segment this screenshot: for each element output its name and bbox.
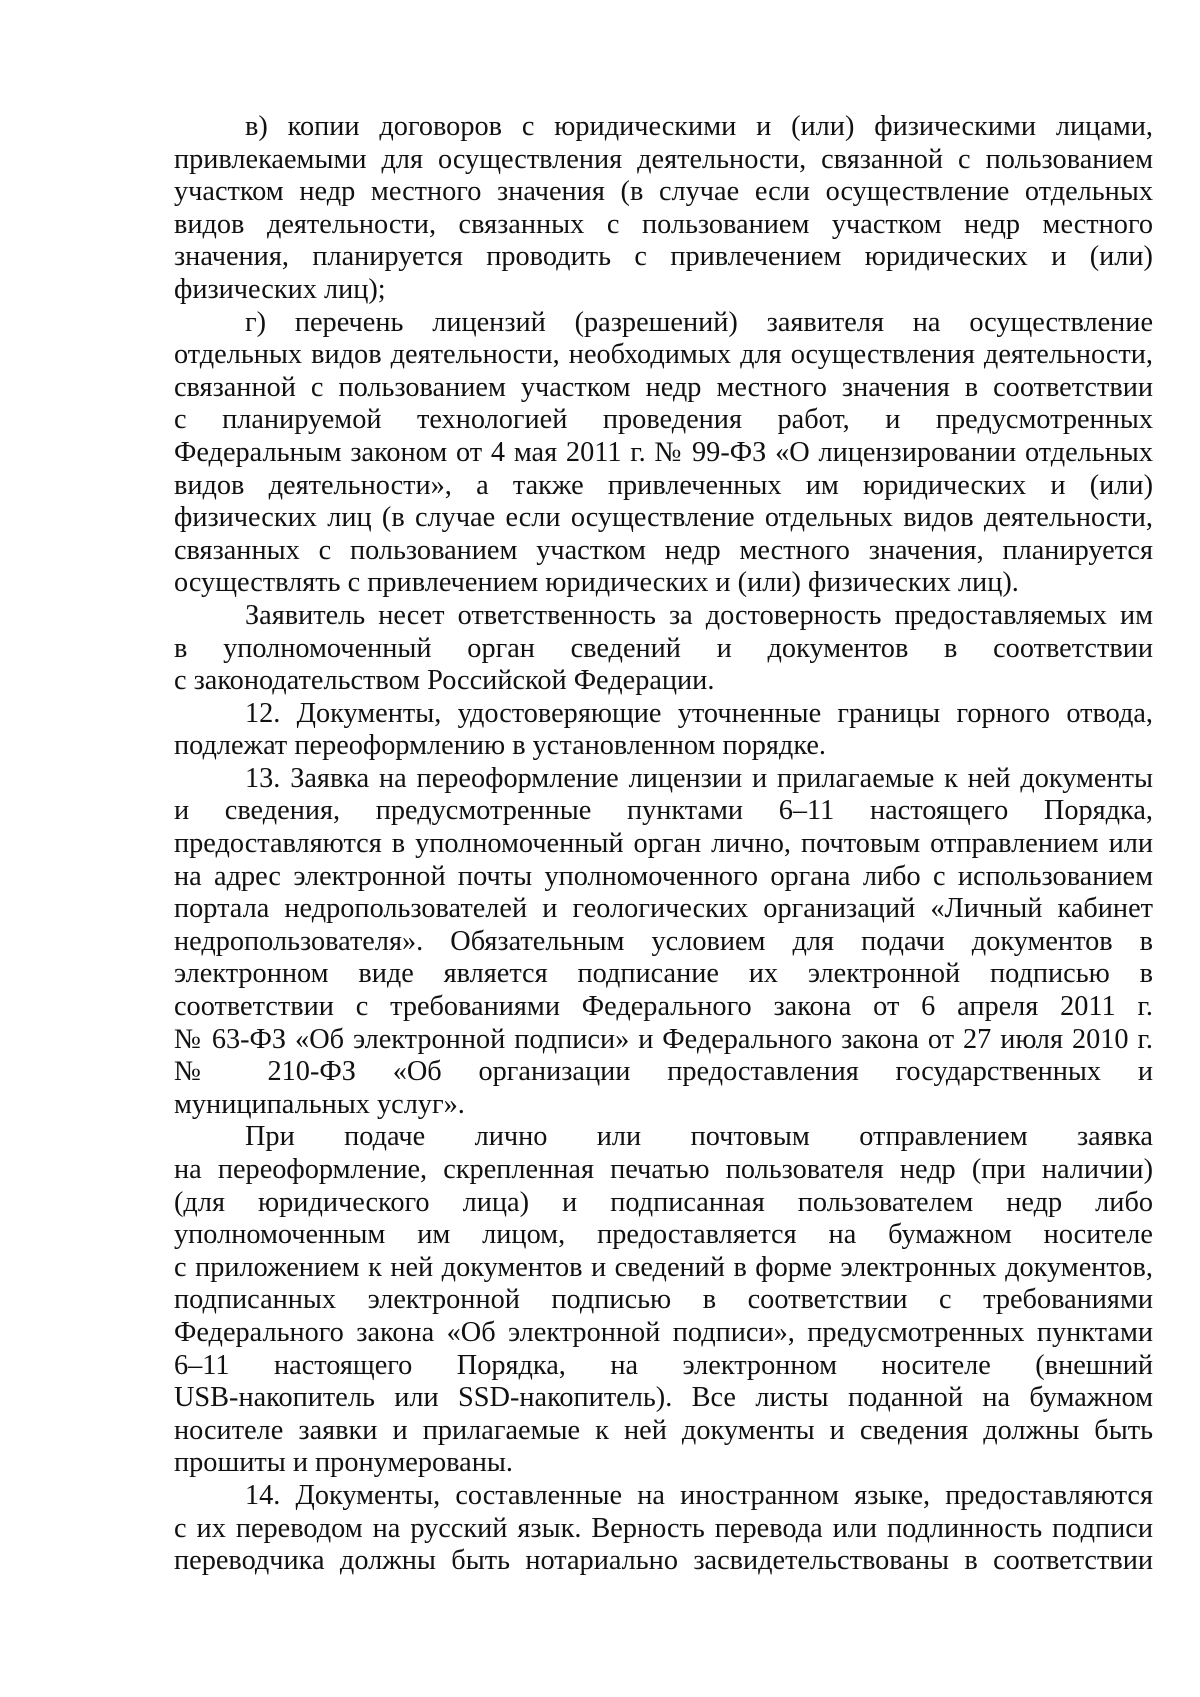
text-line: видов деятельности, связанных с пользованием участком недр местного <box>174 208 1153 240</box>
text-line: № 63-ФЗ «Об электронной подписи» и Федерального закона от 27 июля 2010 г. <box>174 1023 1153 1055</box>
text-line: г) перечень лицензий (разрешений) заявителя на осуществление <box>245 306 1153 338</box>
text-line: на адрес электронной почты уполномоченного органа либо с использованием <box>174 860 1153 892</box>
text-line: с их переводом на русский язык. Верность перевода или подлинность подписи <box>174 1512 1153 1544</box>
text-line: отдельных видов деятельности, необходимых для осуществления деятельности, <box>174 339 1153 371</box>
text-line: электронном виде является подписание их электронной подписью в <box>174 958 1153 990</box>
text-line: подписанных электронной подписью в соответствии с требованиями <box>174 1284 1153 1316</box>
text-line: недропользователя». Обязательным условием для подачи документов в <box>174 925 1153 957</box>
text-line: Заявитель несет ответственность за достоверность предоставляемых им <box>245 599 1153 631</box>
text-line: 14. Документы, составленные на иностранном языке, предоставляются <box>245 1479 1153 1511</box>
paragraph-14 <box>174 1480 1153 1578</box>
text-line: 13. Заявка на переоформление лицензии и прилагаемые к ней документы <box>245 762 1153 794</box>
text-line: № 210-ФЗ «Об организации предоставления государственных и <box>174 1056 1153 1088</box>
text-line: в) копии договоров с юридическими и (или) физическими лицами, <box>245 111 1153 142</box>
text-line: с приложением к ней документов и сведений в форме электронных документов, <box>174 1251 1153 1283</box>
document-body <box>174 111 1153 1578</box>
text-line: связанной с пользованием участком недр местного значения в соответствии <box>174 371 1153 403</box>
text-line: портала недропользователей и геологических организаций «Личный кабинет <box>174 893 1153 925</box>
text-line: переводчика должны быть нотариально засвидетельствованы в соответствии <box>174 1545 1153 1577</box>
paragraph-13 <box>174 763 1153 1122</box>
text-line: (для юридического лица) и подписанная пользователем недр либо <box>174 1186 1153 1218</box>
text-line: 6–11 настоящего Порядка, на электронном носителе (внешний <box>174 1349 1153 1381</box>
text-line: соответствии с требованиями Федерального закона от 6 апреля 2011 г. <box>174 991 1153 1023</box>
text-line: предоставляются в уполномоченный орган лично, почтовым отправлением или <box>174 828 1153 860</box>
text-line: видов деятельности», а также привлеченных им юридических и (или) <box>174 469 1153 501</box>
text-line: с законодательством Российской Федерации. <box>174 665 715 697</box>
text-line: прошиты и пронумерованы. <box>174 1447 513 1479</box>
paragraph-submission <box>174 1121 1153 1480</box>
text-line: физических лиц (в случае если осуществление отдельных видов деятельности, <box>174 502 1153 534</box>
paragraph-applicant <box>174 600 1153 698</box>
paragraph-g <box>174 307 1153 600</box>
text-line: осуществлять с привлечением юридических и (или) физических лиц). <box>174 567 1019 599</box>
text-line: При подаче лично или почтовым отправлением заявка <box>245 1121 1153 1153</box>
text-line: носителе заявки и прилагаемые к ней документы и сведения должны быть <box>174 1414 1153 1446</box>
text-line: с планируемой технологией проведения работ, и предусмотренных <box>174 404 1153 436</box>
text-line: подлежат переоформлению в установленном порядке. <box>174 730 827 762</box>
text-line: Федерального закона «Об электронной подписи», предусмотренных пунктами <box>174 1316 1153 1348</box>
text-line: значения, планируется проводить с привлечением юридических и (или) <box>174 241 1153 273</box>
text-line: муниципальных услуг». <box>174 1088 465 1120</box>
text-line: Федеральным законом от 4 мая 2011 г. № 99-ФЗ «О лицензировании отдельных <box>174 436 1153 468</box>
text-line: в уполномоченный орган сведений и документов в соответствии <box>174 632 1153 664</box>
text-line: связанных с пользованием участком недр местного значения, планируется <box>174 534 1153 566</box>
paragraph-v <box>174 111 1153 307</box>
text-line: физических лиц); <box>174 273 386 305</box>
paragraph-12 <box>174 698 1153 763</box>
text-line: уполномоченным им лицом, предоставляется на бумажном носителе <box>174 1219 1153 1251</box>
text-line: и сведения, предусмотренные пунктами 6–11 настоящего Порядка, <box>174 795 1153 827</box>
text-line: привлекаемыми для осуществления деятельности, связанной с пользованием <box>174 143 1153 175</box>
text-line: участком недр местного значения (в случае если осуществление отдельных <box>174 176 1153 208</box>
text-line: 12. Документы, удостоверяющие уточненные границы горного отвода, <box>245 697 1153 729</box>
text-line: на переоформление, скрепленная печатью пользователя недр (при наличии) <box>174 1154 1153 1185</box>
text-line: USB-накопитель или SSD-накопитель). Все листы поданной на бумажном <box>174 1382 1153 1414</box>
